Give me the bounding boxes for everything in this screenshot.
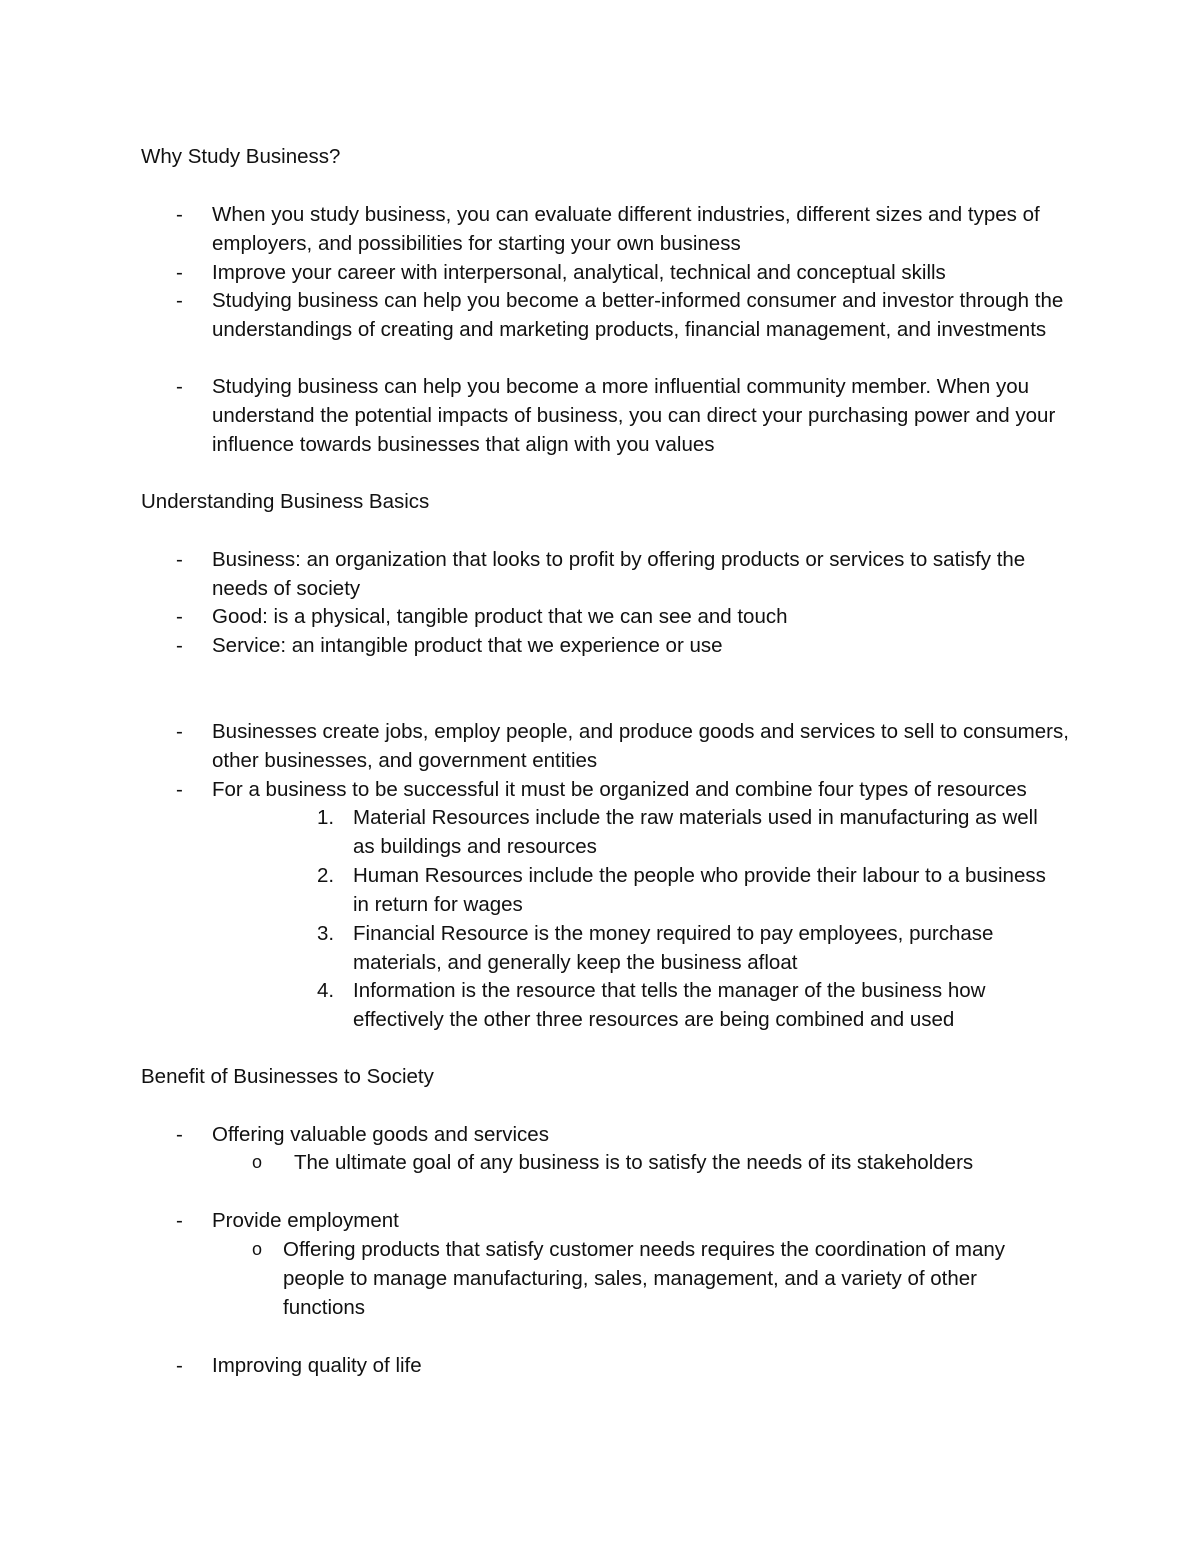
list-item (176, 545, 1072, 603)
sub-list-item (252, 1148, 1054, 1177)
dash-bullet: - (176, 1354, 183, 1377)
numbered-item-text: Human Resources include the people who provide their labour to a business in return for wages (353, 864, 1046, 916)
list-item-text: When you study business, you can evaluate different industries, different sizes and types of employers, and possibilities for starting your own business (212, 203, 1040, 255)
dash-bullet: - (176, 634, 183, 657)
section-heading-why-study-business: Why Study Business? (141, 145, 341, 168)
list-item (176, 1206, 1072, 1235)
circle-bullet: o (252, 1152, 263, 1172)
list-item-text: Improving quality of life (212, 1354, 422, 1377)
numbered-item-text: Information is the resource that tells the manager of the business how effectively the other three resources are being combined and used (353, 979, 986, 1031)
list-item (176, 775, 1072, 804)
list-item-text: Provide employment (212, 1209, 399, 1232)
dash-bullet: - (176, 778, 183, 801)
numbered-item (317, 861, 1053, 919)
numbered-item (317, 976, 1053, 1034)
dash-bullet: - (176, 605, 183, 628)
dash-bullet: - (176, 261, 183, 284)
dash-bullet: - (176, 1123, 183, 1146)
section-heading-business-basics: Understanding Business Basics (141, 490, 430, 513)
list-item (176, 602, 1072, 631)
list-item (176, 1120, 1072, 1149)
list-item (176, 717, 1072, 775)
numbered-item-text: Financial Resource is the money required to pay employees, purchase materials, and generally keep the business afloat (353, 922, 994, 974)
list-item-text: Good: is a physical, tangible product that we can see and touch (212, 605, 788, 628)
list-item (176, 372, 1072, 459)
list-item (176, 258, 1072, 287)
numbered-item-text: Material Resources include the raw materials used in manufacturing as well as buildings and resources (353, 806, 1038, 858)
dash-bullet: - (176, 548, 183, 571)
dash-bullet: - (176, 203, 183, 226)
circle-bullet: o (252, 1239, 263, 1259)
numbered-item (317, 919, 1053, 977)
list-item-text: For a business to be successful it must be organized and combine four types of resources (212, 778, 1027, 801)
item-number: 2. (317, 864, 335, 887)
sub-list-item-text: Offering products that satisfy customer needs requires the coordination of many people to manage manufacturing, sales, management, and a variety of other functions (283, 1238, 1006, 1319)
item-number: 4. (317, 979, 335, 1002)
list-item-text: Service: an intangible product that we experience or use (212, 634, 723, 657)
section-heading-benefit-to-society: Benefit of Businesses to Society (141, 1065, 434, 1088)
dash-bullet: - (176, 720, 183, 743)
sub-list-item-text: The ultimate goal of any business is to satisfy the needs of its stakeholders (294, 1151, 974, 1174)
list-item-text: Improve your career with interpersonal, analytical, technical and conceptual skills (212, 261, 946, 284)
list-item (176, 631, 1072, 660)
list-item (176, 286, 1072, 344)
dash-bullet: - (176, 375, 183, 398)
numbered-item (317, 803, 1053, 861)
list-item (176, 200, 1072, 258)
dash-bullet: - (176, 1209, 183, 1232)
list-item-text: Studying business can help you become a better-informed consumer and investor through the understandings of creating and marketing products, financial management, and investments (212, 289, 1064, 341)
list-item-text: Business: an organization that looks to profit by offering products or services to satisfy the needs of society (212, 548, 1026, 600)
list-item-text: Studying business can help you become a more influential community member. When you understand the potential impacts of business, you can direct your purchasing power and your influence towards businesses that align with you values (212, 375, 1056, 456)
list-item-text: Businesses create jobs, employ people, and produce goods and services to sell to consumers, other businesses, and government entities (212, 720, 1069, 772)
item-number: 1. (317, 806, 335, 829)
item-number: 3. (317, 922, 335, 945)
list-item (176, 1351, 1072, 1380)
list-item-text: Offering valuable goods and services (212, 1123, 549, 1146)
dash-bullet: - (176, 289, 183, 312)
sub-list-item (252, 1235, 1063, 1322)
